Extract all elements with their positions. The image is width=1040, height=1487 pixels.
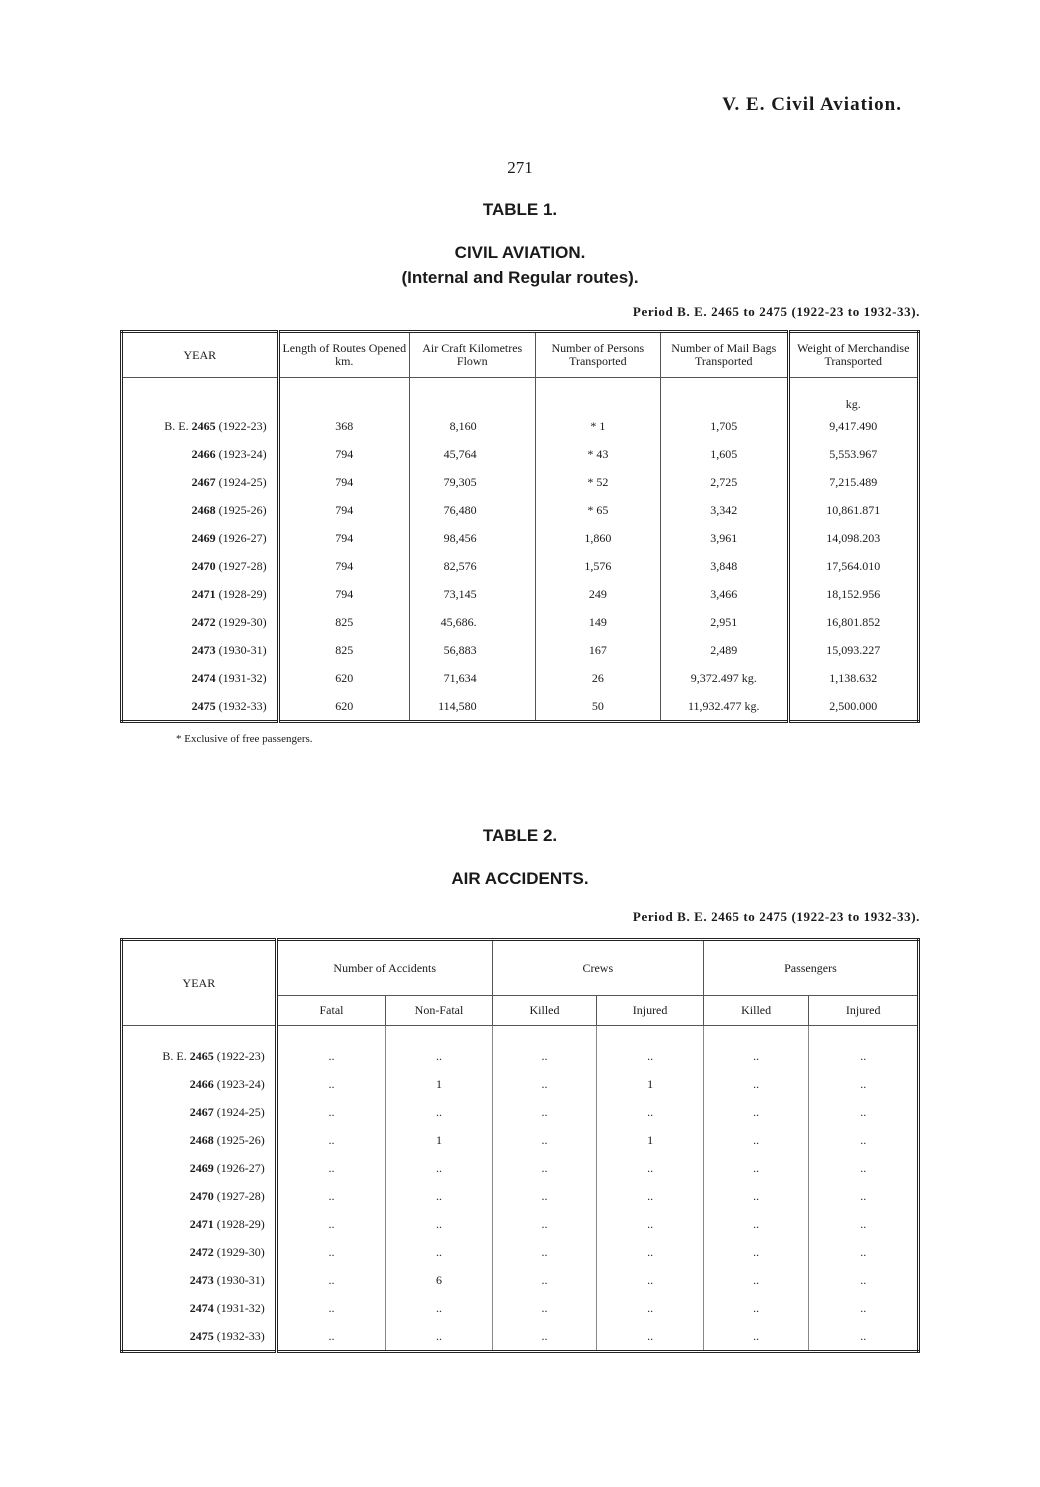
fatal-cell: ..: [276, 1042, 385, 1070]
non-fatal-cell: 1: [386, 1070, 493, 1098]
crew-injured-cell: ..: [597, 1210, 704, 1238]
crew-injured-cell: 1: [597, 1126, 704, 1154]
table1-subtitle: (Internal and Regular routes).: [401, 268, 639, 287]
weight-cell: 5,553.967: [788, 440, 919, 468]
mail-cell: 2,489: [661, 636, 788, 664]
mail-cell: 2,725: [661, 468, 788, 496]
mail-cell: 11,932.477 kg.: [661, 692, 788, 722]
year-cell: [122, 1294, 277, 1322]
weight-cell: 1,138.632: [788, 664, 919, 692]
table-row: [122, 636, 919, 664]
persons-cell: 1,860: [535, 524, 660, 552]
crew-killed-cell: ..: [492, 1238, 597, 1266]
year-cell: [122, 1266, 277, 1294]
year-cell: [122, 1154, 277, 1182]
km-flown-cell: 114,580: [409, 692, 535, 722]
year-cell: [122, 1098, 277, 1126]
passenger-injured-header: Injured: [809, 996, 919, 1026]
year-number: 2472: [189, 1244, 214, 1259]
crew-injured-header: Injured: [597, 996, 704, 1026]
routes-header: Length of Routes Opened km.: [278, 332, 409, 378]
year-number: 2470: [191, 558, 216, 573]
km-flown-cell: 56,883: [409, 636, 535, 664]
passenger-killed-cell: ..: [703, 1070, 809, 1098]
year-number: 2469: [189, 1160, 214, 1175]
table-row: [122, 1238, 919, 1266]
year-header: YEAR: [122, 332, 279, 378]
accidents-header: Number of Accidents: [276, 940, 492, 996]
passenger-killed-cell: ..: [703, 1182, 809, 1210]
year-number: 2470: [189, 1188, 214, 1203]
year-span: (1929-30): [218, 614, 267, 629]
mail-cell: 1,605: [661, 440, 788, 468]
weight-cell: 18,152.956: [788, 580, 919, 608]
table-row: [122, 412, 919, 440]
year-span: (1925-26): [216, 1132, 265, 1147]
year-span: (1930-31): [216, 1272, 265, 1287]
routes-cell: 825: [278, 608, 409, 636]
routes-cell: 368: [278, 412, 409, 440]
year-number: 2471: [191, 586, 216, 601]
non-fatal-cell: ..: [386, 1098, 493, 1126]
persons-cell: * 43: [535, 440, 660, 468]
fatal-cell: ..: [276, 1294, 385, 1322]
section-header: V. E. Civil Aviation.: [722, 94, 902, 115]
passenger-killed-cell: ..: [703, 1210, 809, 1238]
year-cell: [122, 1070, 277, 1098]
era-prefix: B. E.: [162, 1048, 187, 1063]
year-number: 2465: [191, 418, 216, 433]
routes-cell: 825: [278, 636, 409, 664]
passenger-injured-cell: ..: [809, 1238, 919, 1266]
weight-cell: 7,215.489: [788, 468, 919, 496]
table-row: [122, 1042, 919, 1070]
persons-cell: * 65: [535, 496, 660, 524]
table-row: [122, 664, 919, 692]
table2-title: AIR ACCIDENTS.: [451, 869, 589, 888]
year-cell: [122, 664, 279, 692]
km-flown-cell: 79,305: [409, 468, 535, 496]
year-cell: [122, 552, 279, 580]
passenger-killed-cell: ..: [703, 1042, 809, 1070]
mail-cell: 9,372.497 kg.: [661, 664, 788, 692]
non-fatal-cell: 1: [386, 1126, 493, 1154]
mail-cell: 2,951: [661, 608, 788, 636]
table1-period: Period B. E. 2465 to 2475 (1922-23 to 1932-33).: [632, 304, 920, 319]
crew-killed-cell: ..: [492, 1098, 597, 1126]
table1-title: CIVIL AVIATION.: [454, 243, 586, 262]
table-row: [122, 1182, 919, 1210]
passenger-injured-cell: ..: [809, 1126, 919, 1154]
fatal-cell: ..: [276, 1070, 385, 1098]
era-prefix: B. E.: [164, 418, 189, 433]
crew-injured-cell: ..: [597, 1322, 704, 1352]
table-row: [122, 1294, 919, 1322]
year-number: 2474: [189, 1300, 214, 1315]
table2-label: TABLE 2.: [482, 826, 558, 845]
table-row: [122, 496, 919, 524]
year-number: 2475: [189, 1328, 214, 1343]
fatal-cell: ..: [276, 1238, 385, 1266]
year-cell: [122, 1322, 277, 1352]
weight-cell: 17,564.010: [788, 552, 919, 580]
crew-killed-cell: ..: [492, 1070, 597, 1098]
crew-injured-cell: ..: [597, 1154, 704, 1182]
passenger-killed-cell: ..: [703, 1322, 809, 1352]
year-number: 2467: [191, 474, 216, 489]
year-span: (1923-24): [218, 446, 267, 461]
non-fatal-cell: ..: [386, 1294, 493, 1322]
table-row: [122, 1210, 919, 1238]
fatal-cell: ..: [276, 1210, 385, 1238]
table-row: [122, 1266, 919, 1294]
year-cell: [122, 1182, 277, 1210]
crew-killed-cell: ..: [492, 1126, 597, 1154]
year-cell: [122, 412, 279, 440]
crew-killed-header: Killed: [492, 996, 597, 1026]
footnote: * Exclusive of free passengers.: [176, 733, 313, 745]
year-span: (1926-27): [216, 1160, 265, 1175]
crew-injured-cell: ..: [597, 1098, 704, 1126]
routes-cell: 794: [278, 524, 409, 552]
passenger-injured-cell: ..: [809, 1098, 919, 1126]
crew-killed-cell: ..: [492, 1042, 597, 1070]
weight-unit: kg.: [788, 378, 919, 413]
passenger-injured-cell: ..: [809, 1266, 919, 1294]
year-cell: [122, 440, 279, 468]
weight-header: Weight of Merchandise Transported: [788, 332, 919, 378]
km-flown-cell: 45,764: [409, 440, 535, 468]
persons-cell: 1,576: [535, 552, 660, 580]
passenger-injured-cell: ..: [809, 1042, 919, 1070]
weight-cell: 16,801.852: [788, 608, 919, 636]
year-span: (1924-25): [218, 474, 267, 489]
year-cell: [122, 608, 279, 636]
passenger-killed-cell: ..: [703, 1098, 809, 1126]
year-cell: [122, 1238, 277, 1266]
crew-injured-cell: ..: [597, 1294, 704, 1322]
mail-cell: 3,961: [661, 524, 788, 552]
table-row: [122, 692, 919, 722]
persons-cell: 167: [535, 636, 660, 664]
mail-cell: 3,342: [661, 496, 788, 524]
persons-cell: 149: [535, 608, 660, 636]
year-span: (1924-25): [216, 1104, 265, 1119]
mail-header: Number of Mail Bags Transported: [661, 332, 788, 378]
non-fatal-cell: ..: [386, 1238, 493, 1266]
year-header: YEAR: [122, 940, 277, 1026]
routes-cell: 794: [278, 496, 409, 524]
persons-cell: 50: [535, 692, 660, 722]
mail-cell: 3,466: [661, 580, 788, 608]
year-span: (1931-32): [216, 1300, 265, 1315]
page-number: 271: [507, 158, 533, 177]
year-number: 2473: [189, 1272, 214, 1287]
crew-killed-cell: ..: [492, 1210, 597, 1238]
crew-injured-cell: 1: [597, 1070, 704, 1098]
table-row: [122, 468, 919, 496]
passenger-injured-cell: ..: [809, 1182, 919, 1210]
passenger-killed-cell: ..: [703, 1154, 809, 1182]
persons-cell: 249: [535, 580, 660, 608]
table-row: [122, 1126, 919, 1154]
year-span: (1931-32): [218, 670, 267, 685]
year-span: (1922-23): [216, 1048, 265, 1063]
fatal-cell: ..: [276, 1322, 385, 1352]
year-number: 2468: [189, 1132, 214, 1147]
persons-cell: * 1: [535, 412, 660, 440]
table-row: [122, 608, 919, 636]
non-fatal-cell: ..: [386, 1322, 493, 1352]
passenger-killed-cell: ..: [703, 1266, 809, 1294]
table2-period: Period B. E. 2465 to 2475 (1922-23 to 1932-33).: [632, 909, 920, 924]
crew-injured-cell: ..: [597, 1182, 704, 1210]
year-cell: [122, 692, 279, 722]
crews-header: Crews: [492, 940, 703, 996]
year-span: (1927-28): [218, 558, 267, 573]
persons-cell: 26: [535, 664, 660, 692]
passenger-injured-cell: ..: [809, 1322, 919, 1352]
table-row: [122, 1154, 919, 1182]
year-cell: [122, 496, 279, 524]
year-span: (1932-33): [216, 1328, 265, 1343]
year-number: 2472: [191, 614, 216, 629]
year-number: 2468: [191, 502, 216, 517]
year-cell: [122, 524, 279, 552]
weight-cell: 15,093.227: [788, 636, 919, 664]
passengers-header: Passengers: [703, 940, 918, 996]
km-flown-cell: 8,160: [409, 412, 535, 440]
non-fatal-cell: ..: [386, 1154, 493, 1182]
km-flown-cell: 98,456: [409, 524, 535, 552]
year-number: 2471: [189, 1216, 214, 1231]
year-cell: [122, 1126, 277, 1154]
fatal-cell: ..: [276, 1154, 385, 1182]
table-row: [122, 1070, 919, 1098]
year-cell: [122, 1042, 277, 1070]
table-row: [122, 552, 919, 580]
crew-injured-cell: ..: [597, 1266, 704, 1294]
persons-header: Number of Persons Transported: [535, 332, 660, 378]
km-flown-cell: 73,145: [409, 580, 535, 608]
mail-cell: 3,848: [661, 552, 788, 580]
year-number: 2474: [191, 670, 216, 685]
passenger-injured-cell: ..: [809, 1294, 919, 1322]
passenger-killed-cell: ..: [703, 1126, 809, 1154]
passenger-injured-cell: ..: [809, 1210, 919, 1238]
fatal-cell: ..: [276, 1182, 385, 1210]
persons-cell: * 52: [535, 468, 660, 496]
fatal-header: Fatal: [276, 996, 385, 1026]
year-span: (1929-30): [216, 1244, 265, 1259]
air-accidents-table: [120, 938, 920, 1353]
passenger-injured-cell: ..: [809, 1154, 919, 1182]
year-number: 2465: [189, 1048, 214, 1063]
routes-cell: 794: [278, 580, 409, 608]
passenger-killed-cell: ..: [703, 1294, 809, 1322]
non-fatal-cell: 6: [386, 1266, 493, 1294]
year-number: 2466: [189, 1076, 214, 1091]
year-cell: [122, 636, 279, 664]
km-flown-header: Air Craft Kilometres Flown: [409, 332, 535, 378]
routes-cell: 620: [278, 692, 409, 722]
weight-cell: 10,861.871: [788, 496, 919, 524]
year-span: (1926-27): [218, 530, 267, 545]
year-span: (1922-23): [218, 418, 267, 433]
year-number: 2475: [191, 698, 216, 713]
crew-killed-cell: ..: [492, 1154, 597, 1182]
weight-cell: 2,500.000: [788, 692, 919, 722]
table-row: [122, 1098, 919, 1126]
year-cell: [122, 580, 279, 608]
routes-cell: 794: [278, 468, 409, 496]
year-span: (1923-24): [216, 1076, 265, 1091]
mail-cell: 1,705: [661, 412, 788, 440]
routes-cell: 794: [278, 440, 409, 468]
year-span: (1932-33): [218, 698, 267, 713]
year-number: 2473: [191, 642, 216, 657]
civil-aviation-table: [120, 330, 920, 723]
routes-cell: 620: [278, 664, 409, 692]
table-row: [122, 524, 919, 552]
year-span: (1925-26): [218, 502, 267, 517]
crew-killed-cell: ..: [492, 1182, 597, 1210]
passenger-killed-cell: ..: [703, 1238, 809, 1266]
crew-injured-cell: ..: [597, 1238, 704, 1266]
km-flown-cell: 71,634: [409, 664, 535, 692]
non-fatal-cell: ..: [386, 1210, 493, 1238]
non-fatal-cell: ..: [386, 1042, 493, 1070]
year-number: 2466: [191, 446, 216, 461]
table-row: [122, 580, 919, 608]
crew-killed-cell: ..: [492, 1322, 597, 1352]
weight-cell: 9,417.490: [788, 412, 919, 440]
fatal-cell: ..: [276, 1098, 385, 1126]
year-span: (1928-29): [218, 586, 267, 601]
crew-killed-cell: ..: [492, 1266, 597, 1294]
crew-injured-cell: ..: [597, 1042, 704, 1070]
weight-cell: 14,098.203: [788, 524, 919, 552]
year-span: (1928-29): [216, 1216, 265, 1231]
non-fatal-header: Non-Fatal: [386, 996, 493, 1026]
fatal-cell: ..: [276, 1126, 385, 1154]
table-row: [122, 440, 919, 468]
km-flown-cell: 45,686.: [409, 608, 535, 636]
crew-killed-cell: ..: [492, 1294, 597, 1322]
km-flown-cell: 76,480: [409, 496, 535, 524]
year-number: 2467: [189, 1104, 214, 1119]
year-span: (1930-31): [218, 642, 267, 657]
non-fatal-cell: ..: [386, 1182, 493, 1210]
km-flown-cell: 82,576: [409, 552, 535, 580]
year-span: (1927-28): [216, 1188, 265, 1203]
passenger-killed-header: Killed: [703, 996, 809, 1026]
routes-cell: 794: [278, 552, 409, 580]
table-row: [122, 1322, 919, 1352]
year-cell: [122, 468, 279, 496]
fatal-cell: ..: [276, 1266, 385, 1294]
passenger-injured-cell: ..: [809, 1070, 919, 1098]
table1-label: TABLE 1.: [482, 200, 558, 219]
year-number: 2469: [191, 530, 216, 545]
year-cell: [122, 1210, 277, 1238]
